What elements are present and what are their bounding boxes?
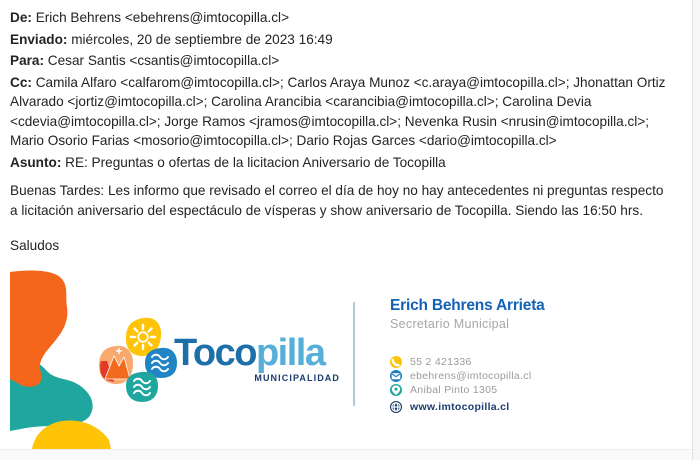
orange-blob [10,270,67,386]
from-label: De: [10,10,32,25]
subject-value: RE: Preguntas o ofertas de la licitacion Aniversario de Tocopilla [65,154,446,170]
scrollbar-track[interactable] [692,0,700,460]
brand-primary: Toco [174,332,256,374]
cc-value: Camila Alfaro <calfarom@imtocopilla.cl>; Carlos Araya Munoz <c.araya@imtocopilla.cl>; Jhonattan Ortiz Alvarado <jortiz@imtocopilla.cl>; Carolina Arancibia <carancibia@imtocopilla.cl>; Carolina Devia <cdevia@imtocopilla.cl>; Jorge Ramos <jramos@imtocopilla.cl>; Nevenka Rusin <nrusin@imtocopilla.cl>; Mario Osorio Farias <mosorio@imtocopilla.cl>; Dario Rojas Garces <dario@imtocopilla.cl> [10,74,666,148]
signature-name: Erich Behrens Arrieta [390,297,545,314]
header-from [10,8,672,28]
address-row [390,383,497,396]
subject-label: Asunto: [10,154,62,170]
signature-card [8,270,690,449]
street-address: Anibal Pinto 1305 [410,383,498,396]
header-subject [10,153,672,173]
to-value: Cesar Santis <csantis@imtocopilla.cl> [47,53,280,68]
brand-secondary: pilla [255,332,325,374]
sent-value: miércoles, 20 de septiembre de 2023 16:49 [71,31,333,47]
brand-subtitle: MUNICIPALIDAD [254,373,340,383]
phone-icon [390,356,402,368]
to-label: Para: [10,53,45,68]
cc-label: Cc: [10,74,32,90]
email-address: ebehrens@imtocopilla.cl [410,369,532,382]
email-headers [10,8,672,174]
location-icon [390,384,402,396]
email-row [390,369,531,382]
globe-icon [390,401,402,413]
header-to [10,51,672,71]
sent-label: Enviado: [10,31,68,47]
header-sent [10,30,672,50]
website-row[interactable] [390,400,510,413]
header-cc [10,73,672,151]
website-link[interactable]: www.imtocopilla.cl [410,400,510,413]
bottom-gutter [0,449,700,460]
from-value: Erich Behrens <ebehrens@imtocopilla.cl> [35,10,290,25]
email-icon [390,370,402,382]
signature-job-title: Secretario Municipal [390,317,510,331]
phone-number: 55 2 421336 [410,355,472,368]
signature-divider [353,302,355,406]
brand-text [174,332,324,374]
phone-row [390,355,472,368]
email-closing: Saludos [10,238,60,253]
tocopilla-wordmark [174,334,340,383]
email-body-paragraph: Buenas Tardes: Les informo que revisado el correo el día de hoy no hay antecedentes ni preguntas respecto a licitación aniversario del espectáculo de vísperas y show aniversario de Tocopilla. Siendo las 16:50 hrs. [10,183,664,218]
